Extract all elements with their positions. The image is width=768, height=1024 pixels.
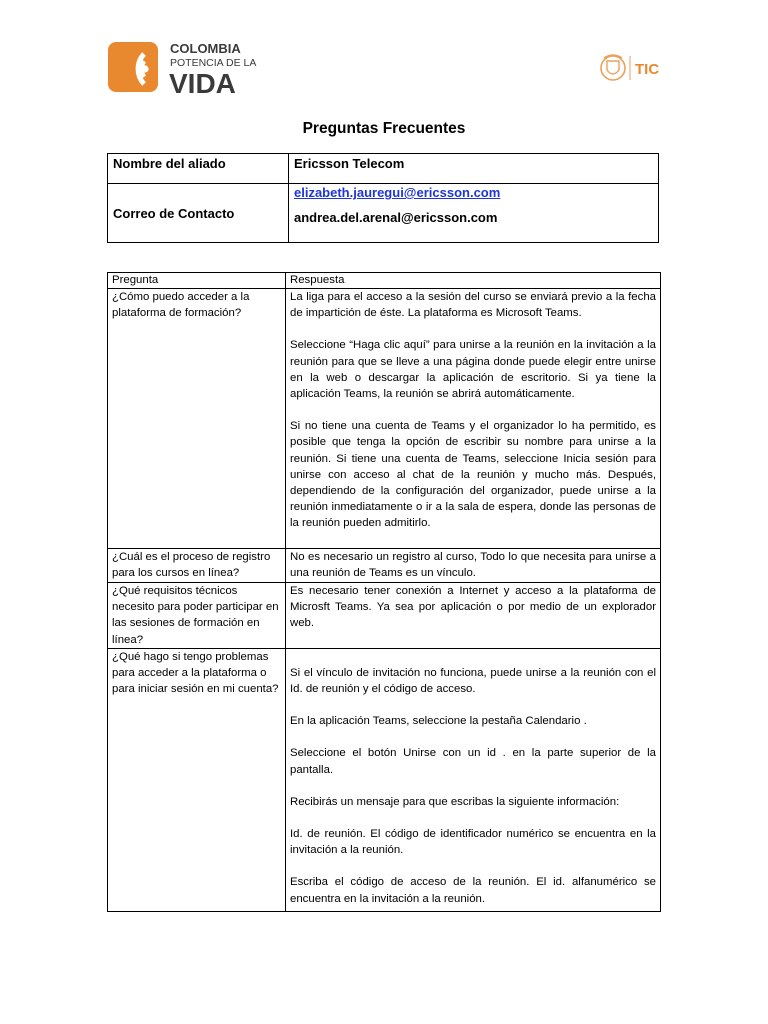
faq-question: ¿Qué requisitos técnicos necesito para poder participar en las sesiones de formación en línea?: [108, 583, 286, 649]
column-header-question: Pregunta: [108, 273, 286, 289]
answer-paragraph: Id. de reunión. El código de identificador numérico se encuentra en la invitación a la reunión.: [290, 828, 656, 857]
faq-row: [108, 648, 661, 911]
answer-paragraph: En la aplicación Teams, seleccione la pestaña Calendario .: [290, 715, 587, 728]
email-row: [108, 184, 659, 243]
logo-line2: POTENCIA DE LA: [170, 57, 257, 69]
faq-answer: [286, 549, 661, 583]
column-header-answer: Respuesta: [286, 273, 661, 289]
tic-label: TIC: [635, 61, 660, 78]
answer-paragraph: No es necesario un registro al curso, Todo lo que necesita para unirse a una reunión de Teams es un vínculo.: [290, 551, 656, 580]
faq-answer: [286, 648, 661, 911]
ally-label: Nombre del aliado: [108, 154, 289, 184]
faq-header-row: [108, 273, 661, 289]
email-text-2: andrea.del.arenal@ericsson.com: [294, 210, 498, 225]
faq-row: [108, 583, 661, 649]
colombia-potencia-logo: [108, 40, 258, 96]
ally-value: Ericsson Telecom: [289, 154, 659, 184]
answer-paragraph: Si no tiene una cuenta de Teams y el organizador lo ha permitido, es posible que tenga la opción de escribir su nombre para unirse a la reunión. Si tiene una cuenta de Teams, seleccione Inicia sesión para unirse con acceso al chat de la reunión y mucho más. Después, dependiendo de la configuración del organizador, puede unirse a la reunión inmediatamente o ir a la sala de espera, donde las personas de la reunión pueden admitirlo.: [290, 420, 656, 530]
answer-paragraph: La liga para el acceso a la sesión del curso se enviará previo a la fecha de impartición de éste. La plataforma es Microsoft Teams.: [290, 291, 656, 320]
logo-line3: VIDA: [169, 68, 236, 96]
email-link-1[interactable]: elizabeth.jauregui@ericsson.com: [294, 185, 501, 200]
logo-line1: COLOMBIA: [170, 41, 241, 56]
faq-question: ¿Cómo puedo acceder a la plataforma de formación?: [108, 289, 286, 549]
email-label: Correo de Contacto: [108, 184, 289, 243]
faq-row: [108, 289, 661, 549]
page-title: Preguntas Frecuentes: [302, 120, 466, 137]
coat-of-arms-icon: [601, 55, 625, 80]
faq-question: ¿Cuál es el proceso de registro para los cursos en línea?: [108, 549, 286, 583]
answer-paragraph: Es necesario tener conexión a Internet y acceso a la plataforma de Microsft Teams. Ya sea por aplicación o por medio de un explorador web.: [290, 585, 656, 630]
answer-paragraph: Si el vínculo de invitación no funciona, puede unirse a la reunión con el Id. de reunión y el código de acceso.: [290, 666, 656, 696]
ally-row: [108, 154, 659, 184]
answer-paragraph: Seleccione el botón Unirse con un id . en la parte superior de la pantalla.: [290, 747, 656, 776]
answer-paragraph: Recibirás un mensaje para que escribas la siguiente información:: [290, 795, 620, 808]
faq-answer: [286, 583, 661, 649]
faq-row: [108, 549, 661, 583]
mintic-logo: [596, 50, 666, 86]
answer-paragraph: Escriba el código de acceso de la reunión. El id. alfanumérico se encuentra en la invitación a la reunión.: [290, 876, 656, 905]
answer-paragraph: Seleccione “Haga clic aquí” para unirse a la reunión en la invitación a la reunión para que se lleve a una página donde puede elegir entre unirse en la web o descargar la aplicación de escritorio. Si ya tiene la aplicación Teams, la reunión se abrirá automáticamente.: [290, 339, 656, 401]
faq-question: ¿Qué hago si tengo problemas para acceder a la plataforma o para iniciar sesión en mi cuenta?: [108, 648, 286, 911]
faq-table: [107, 272, 661, 912]
faq-answer: [286, 289, 661, 549]
contact-table: [107, 153, 659, 243]
